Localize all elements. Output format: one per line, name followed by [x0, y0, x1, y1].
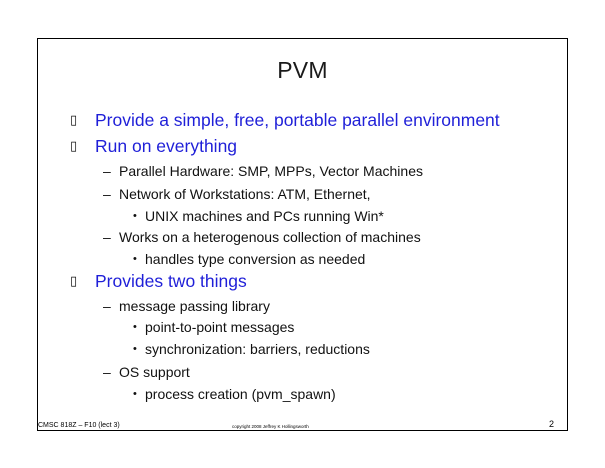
bullet-marker-icon: ▯: [70, 139, 78, 154]
subsubbullet-unix-machines: UNIX machines and PCs running Win*: [145, 208, 384, 224]
dash-marker-icon: –: [103, 364, 111, 380]
subsubbullet-process-creation: process creation (pvm_spawn): [145, 386, 336, 402]
bullet-run-on-everything: Run on everything: [95, 136, 238, 156]
dot-marker-icon: •: [133, 210, 137, 222]
bullet-provides-two-things: Provides two things: [95, 271, 247, 291]
dash-marker-icon: –: [103, 163, 111, 179]
subsubbullet-type-conversion: handles type conversion as needed: [145, 251, 366, 267]
subsubbullet-synchronization: synchronization: barriers, reductions: [145, 341, 370, 357]
page-number: 2: [549, 419, 555, 429]
dash-marker-icon: –: [103, 186, 111, 202]
footer-copyright: copyright 2008 Jeffrey K Hollingsworth: [232, 424, 309, 429]
dot-marker-icon: •: [133, 253, 137, 265]
dot-marker-icon: •: [133, 321, 137, 333]
footer-course: CMSC 818Z – F10 (lect 3): [38, 422, 120, 429]
dash-marker-icon: –: [103, 298, 111, 314]
dash-marker-icon: –: [103, 229, 111, 245]
subbullet-heterogenous-collection: Works on a heterogenous collection of machines: [119, 229, 421, 245]
dot-marker-icon: •: [133, 343, 137, 355]
subbullet-os-support: OS support: [119, 364, 190, 380]
bullet-marker-icon: ▯: [70, 274, 78, 289]
subsubbullet-point-to-point: point-to-point messages: [145, 319, 295, 335]
bullet-marker-icon: ▯: [70, 113, 78, 128]
dot-marker-icon: •: [133, 388, 137, 400]
slide-title: PVM: [277, 57, 328, 83]
subbullet-network-of-workstations: Network of Workstations: ATM, Ethernet,: [119, 186, 371, 202]
subbullet-message-passing-library: message passing library: [119, 298, 270, 314]
subbullet-parallel-hardware: Parallel Hardware: SMP, MPPs, Vector Machines: [119, 163, 423, 179]
bullet-provide-environment: Provide a simple, free, portable parallel environment: [95, 110, 500, 130]
